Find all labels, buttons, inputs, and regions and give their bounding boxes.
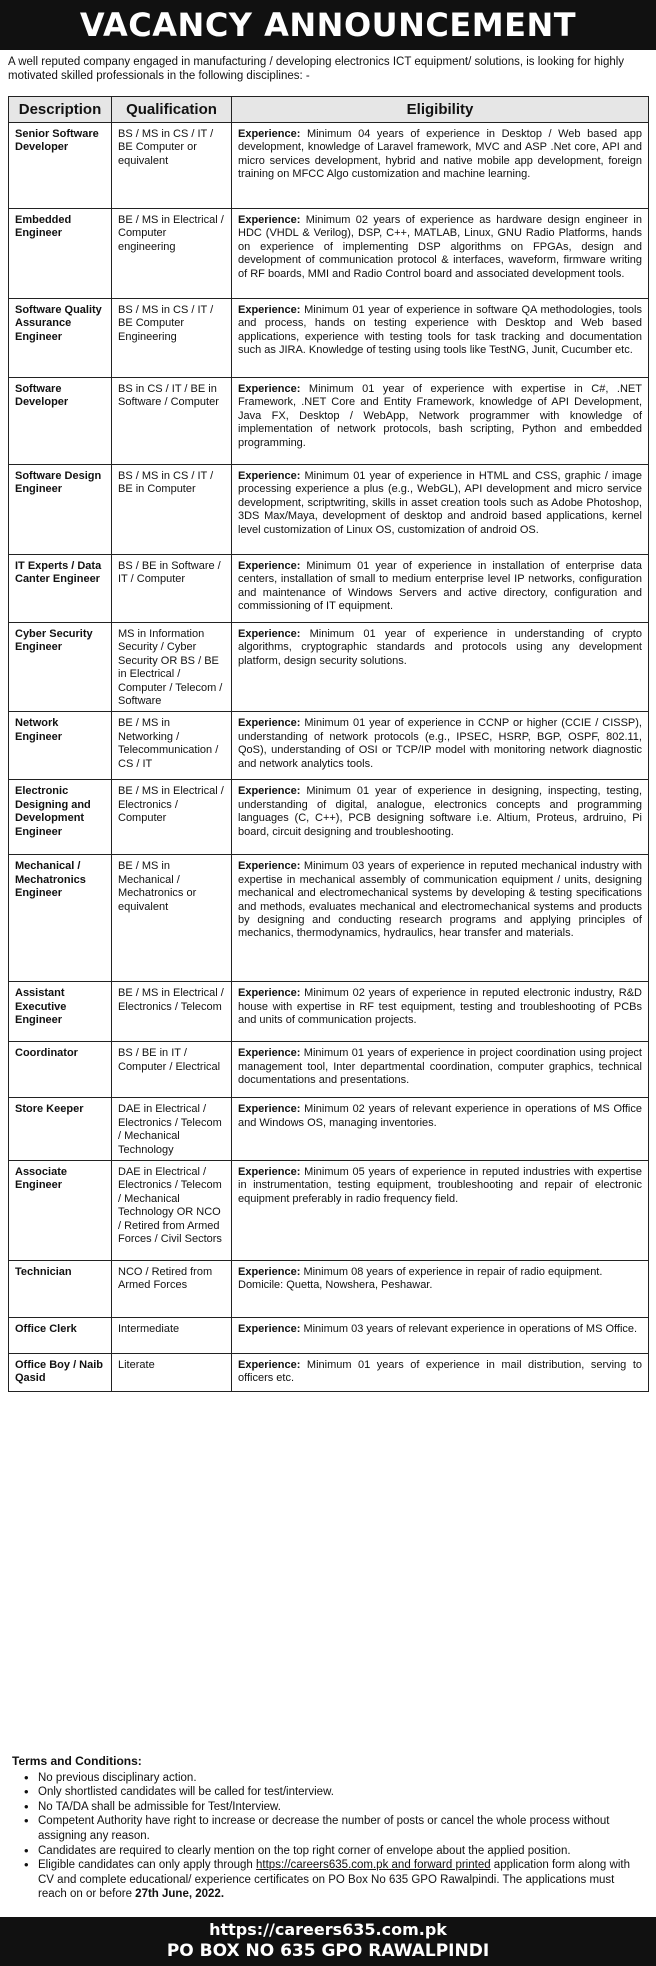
job-eligibility: [232, 1161, 649, 1261]
job-eligibility: [232, 123, 649, 209]
job-title: Cyber Security Engineer: [9, 623, 112, 712]
job-title: Software Design Engineer: [9, 465, 112, 555]
page-title: VACANCY ANNOUNCEMENT: [0, 0, 656, 50]
experience-label: Experience:: [238, 987, 301, 1000]
experience-text: Minimum 01 year of experience in software QA methodologies, tools and process, hands on testing experience with Desktop and Web based applications, experience with testing tools for task tracking and documentation such as JIRA. Knowledge of testing using tools like TestNG, Junit, Cucumber etc.: [238, 304, 642, 357]
table-row: [9, 1318, 649, 1354]
column-header-qualification: Qualification: [112, 97, 232, 123]
job-title: Associate Engineer: [9, 1161, 112, 1261]
job-title: Assistant Executive Engineer: [9, 982, 112, 1042]
job-eligibility: [232, 982, 649, 1042]
job-title: Technician: [9, 1261, 112, 1318]
job-qualification: BS / MS in CS / IT / BE Computer or equivalent: [112, 123, 232, 209]
experience-text: Minimum 08 years of experience in repair of radio equipment.: [303, 1266, 603, 1279]
table-row: [9, 555, 649, 623]
table-row: [9, 378, 649, 465]
job-eligibility: [232, 855, 649, 982]
terms-item: • No TA/DA shall be admissible for Test/Interview.: [38, 1800, 644, 1815]
experience-text: Minimum 01 year of experience in understanding of crypto algorithms, cryptographic standards and protocols using any development platform, design security solutions.: [238, 628, 642, 667]
experience-text: Minimum 01 years of experience in mail distribution, serving to officers etc.: [238, 1359, 642, 1385]
job-title: Office Clerk: [9, 1318, 112, 1354]
job-qualification: BE / MS in Electrical / Computer engineering: [112, 209, 232, 299]
job-title: Office Boy / Naib Qasid: [9, 1354, 112, 1392]
footer-banner: [0, 1917, 656, 1966]
table-row: [9, 1161, 649, 1261]
experience-text: Minimum 05 years of experience in reputed industries with expertise in instrumentation, testing equipment, troubleshooting and repair of electronic equipment preferably in radio frequency field.: [238, 1166, 642, 1205]
table-row: [9, 982, 649, 1042]
intro-text: A well reputed company engaged in manufacturing / developing electronics ICT equipment/ solutions, is looking for highly motivated skilled professionals in the following disciplines: -: [8, 56, 625, 82]
apply-deadline: 27th June, 2022.: [135, 1888, 225, 1901]
experience-label: Experience:: [238, 470, 301, 482]
job-eligibility: [232, 465, 649, 555]
job-extra-note: Domicile: Quetta, Nowshera, Peshawar.: [238, 1279, 433, 1292]
experience-text: Minimum 01 years of experience in project coordination using project management tool, Inter departmental coordination, computer graphics, technical documentations and presentations.: [238, 1047, 642, 1087]
experience-text: Minimum 01 year of experience in installation of enterprise data centers, installation of small to medium enterprise level IP networks, configuration and maintenance of Windows Servers and active directory, configuration and commissioning of IT equipment.: [238, 560, 642, 613]
job-eligibility: [232, 209, 649, 299]
column-header-description: Description: [9, 97, 112, 123]
experience-label: Experience:: [238, 1266, 301, 1279]
table-row: [9, 123, 649, 209]
experience-label: Experience:: [238, 304, 301, 316]
table-row: [9, 712, 649, 780]
table-row: [9, 1354, 649, 1392]
job-eligibility: [232, 1354, 649, 1392]
job-qualification: Literate: [112, 1354, 232, 1392]
experience-text: Minimum 02 years of relevant experience in operations of MS Office and Windows OS, managing inventories.: [238, 1103, 642, 1129]
experience-text: Minimum 02 years of experience as hardware design engineer in HDC (VHDL & Verilog), DSP, C++, MATLAB, Linux, GNU Radio Platforms, hands on experience of implementing DSP algorithms on FPGAs, design and development of communication protocol & interfaces, waveform, firmware writing of RF boards, MMI and Radio Control board and associated development tools.: [238, 214, 642, 280]
table-row: [9, 1261, 649, 1318]
apply-text-start: Eligible candidates can only apply through: [38, 1859, 257, 1872]
terms-item: • Competent Authority have right to increase or decrease the number of posts or cancel the whole process without assigning any reason.: [38, 1814, 644, 1843]
job-qualification: BS / MS in CS / IT / BE in Computer: [112, 465, 232, 555]
job-title: Embedded Engineer: [9, 209, 112, 299]
job-eligibility: [232, 1098, 649, 1161]
job-qualification: BS in CS / IT / BE in Software / Computer: [112, 378, 232, 465]
table-header-row: [9, 97, 649, 123]
terms-and-conditions: [12, 1754, 644, 1902]
job-qualification: BS / MS in CS / IT / BE Computer Engineering: [112, 299, 232, 378]
experience-label: Experience:: [238, 1359, 301, 1372]
job-qualification: BE / MS in Electrical / Electronics / Telecom: [112, 982, 232, 1042]
apply-text-middle: application form along with CV and complete educational/ experience certificates on PO Box No 635 GPO Rawalpindi. The applications must reach on or before: [38, 1859, 630, 1901]
job-qualification: BE / MS in Electrical / Electronics / Computer: [112, 780, 232, 855]
job-eligibility: [232, 299, 649, 378]
footer-address: PO BOX NO 635 GPO RAWALPINDI: [166, 1941, 490, 1961]
terms-item: • Candidates are required to clearly mention on the top right corner of envelope about the applied position.: [38, 1844, 644, 1859]
table-row: [9, 209, 649, 299]
job-qualification: BS / BE in IT / Computer / Electrical: [112, 1042, 232, 1098]
experience-text: Minimum 02 years of experience in reputed electronic industry, R&D house with expertise in RF test equipment, testing and troubleshooting of PCBs and units of communication projects.: [238, 987, 642, 1027]
experience-text: Minimum 01 year of experience with expertise in C#, .NET Framework, .NET Core and Entity Framework, knowledge of API Development, Java FX, Desktop / WebApp, Network programmer with knowledge of implementation of network protocols, bash scripting, Python and embedded programming.: [238, 383, 642, 449]
terms-item: • No previous disciplinary action.: [38, 1771, 644, 1786]
experience-label: Experience:: [238, 128, 301, 140]
job-eligibility: [232, 623, 649, 712]
job-qualification: DAE in Electrical / Electronics / Telecom / Mechanical Technology: [112, 1098, 232, 1161]
job-eligibility: [232, 780, 649, 855]
job-eligibility: [232, 1318, 649, 1354]
experience-label: Experience:: [238, 628, 301, 640]
footer-website[interactable]: https://careers635.com.pk: [209, 1920, 447, 1939]
job-qualification: MS in Information Security / Cyber Security OR BS / BE in Electrical / Computer / Telecom / Software: [112, 623, 232, 712]
job-qualification: NCO / Retired from Armed Forces: [112, 1261, 232, 1318]
job-qualification: BE / MS in Mechanical / Mechatronics or equivalent: [112, 855, 232, 982]
experience-text: Minimum 03 years of relevant experience in operations of MS Office.: [303, 1323, 638, 1336]
experience-label: Experience:: [238, 860, 301, 873]
vacancy-table-body: [9, 123, 649, 1392]
job-title: IT Experts / Data Canter Engineer: [9, 555, 112, 623]
job-eligibility: [232, 712, 649, 780]
experience-label: Experience:: [238, 785, 301, 798]
experience-label: Experience:: [238, 214, 301, 226]
table-row: [9, 1098, 649, 1161]
experience-text: Minimum 01 year of experience in designing, inspecting, testing, understanding of digital, analogue, electronics concepts and programming languages (C, C++), PCB designing software i.e. Altium, Proteus, ardruino, Pi board, circuit designing and troubleshooting.: [238, 785, 642, 838]
table-row: [9, 1042, 649, 1098]
job-title: Coordinator: [9, 1042, 112, 1098]
job-title: Software Developer: [9, 378, 112, 465]
experience-label: Experience:: [238, 1103, 301, 1116]
job-eligibility: [232, 1261, 649, 1318]
job-title: Mechanical / Mechatronics Engineer: [9, 855, 112, 982]
vacancy-table: [8, 96, 649, 1392]
job-qualification: DAE in Electrical / Electronics / Telecom / Mechanical Technology OR NCO / Retired from Armed Forces / Civil Sectors: [112, 1161, 232, 1261]
experience-label: Experience:: [238, 560, 301, 572]
terms-item-apply: [38, 1858, 644, 1902]
job-qualification: BS / BE in Software / IT / Computer: [112, 555, 232, 623]
table-row: [9, 623, 649, 712]
experience-label: Experience:: [238, 1323, 301, 1336]
job-title: Senior Software Developer: [9, 123, 112, 209]
job-eligibility: [232, 555, 649, 623]
terms-title: Terms and Conditions:: [12, 1754, 142, 1768]
experience-text: Minimum 01 year of experience in CCNP or higher (CCIE / CISSP), understanding of network protocols (e.g., IPSEC, HSRP, BGP, OSPF, 802.11, QoS), understanding of OSI or TCP/IP model with monitoring network diagnostic and network analytics tools.: [238, 717, 642, 770]
apply-link[interactable]: https://careers635.com.pk and forward printed: [256, 1859, 491, 1872]
terms-item: • Only shortlisted candidates will be called for test/interview.: [38, 1785, 644, 1800]
job-qualification: Intermediate: [112, 1318, 232, 1354]
table-row: [9, 780, 649, 855]
experience-text: Minimum 01 year of experience in HTML and CSS, graphic / image processing experience a plus (e.g., WebGL), API development and micro service development, scriptwriting, skills in asset creation tools such as Adobe Photoshop, 3DS Max/Maya, development of desktop and android based applications, kernel level customization of Linux OS, customization of android OS.: [238, 470, 642, 536]
job-eligibility: [232, 1042, 649, 1098]
experience-label: Experience:: [238, 717, 301, 730]
table-row: [9, 855, 649, 982]
job-title: Network Engineer: [9, 712, 112, 780]
experience-label: Experience:: [238, 383, 301, 395]
table-row: [9, 299, 649, 378]
job-title: Software Quality Assurance Engineer: [9, 299, 112, 378]
job-qualification: BE / MS in Networking / Telecommunication / CS / IT: [112, 712, 232, 780]
job-title: Electronic Designing and Development Engineer: [9, 780, 112, 855]
terms-list: [12, 1771, 644, 1902]
experience-text: Minimum 04 years of experience in Desktop / Web based app development, knowledge of Laravel framework, MVC and ASP .Net core, API and micro services development, hybrid and native mobile app development, foreign training on MFCC Algo customization and machine learning.: [238, 128, 642, 181]
experience-text: Minimum 03 years of experience in reputed mechanical industry with expertise in mechanical assembly of communication equipment / units, designing mechanical and electromechanical systems by developing & testing specifications and methods, evaluates mechanical and electromechanical systems and products by designing and conducting research programs and applying principles of mechanics, thermodynamics, hydraulics, hear transfer and materials.: [238, 860, 642, 940]
table-row: [9, 465, 649, 555]
job-title: Store Keeper: [9, 1098, 112, 1161]
column-header-eligibility: Eligibility: [232, 97, 649, 123]
experience-label: Experience:: [238, 1047, 301, 1060]
experience-label: Experience:: [238, 1166, 301, 1179]
job-eligibility: [232, 378, 649, 465]
